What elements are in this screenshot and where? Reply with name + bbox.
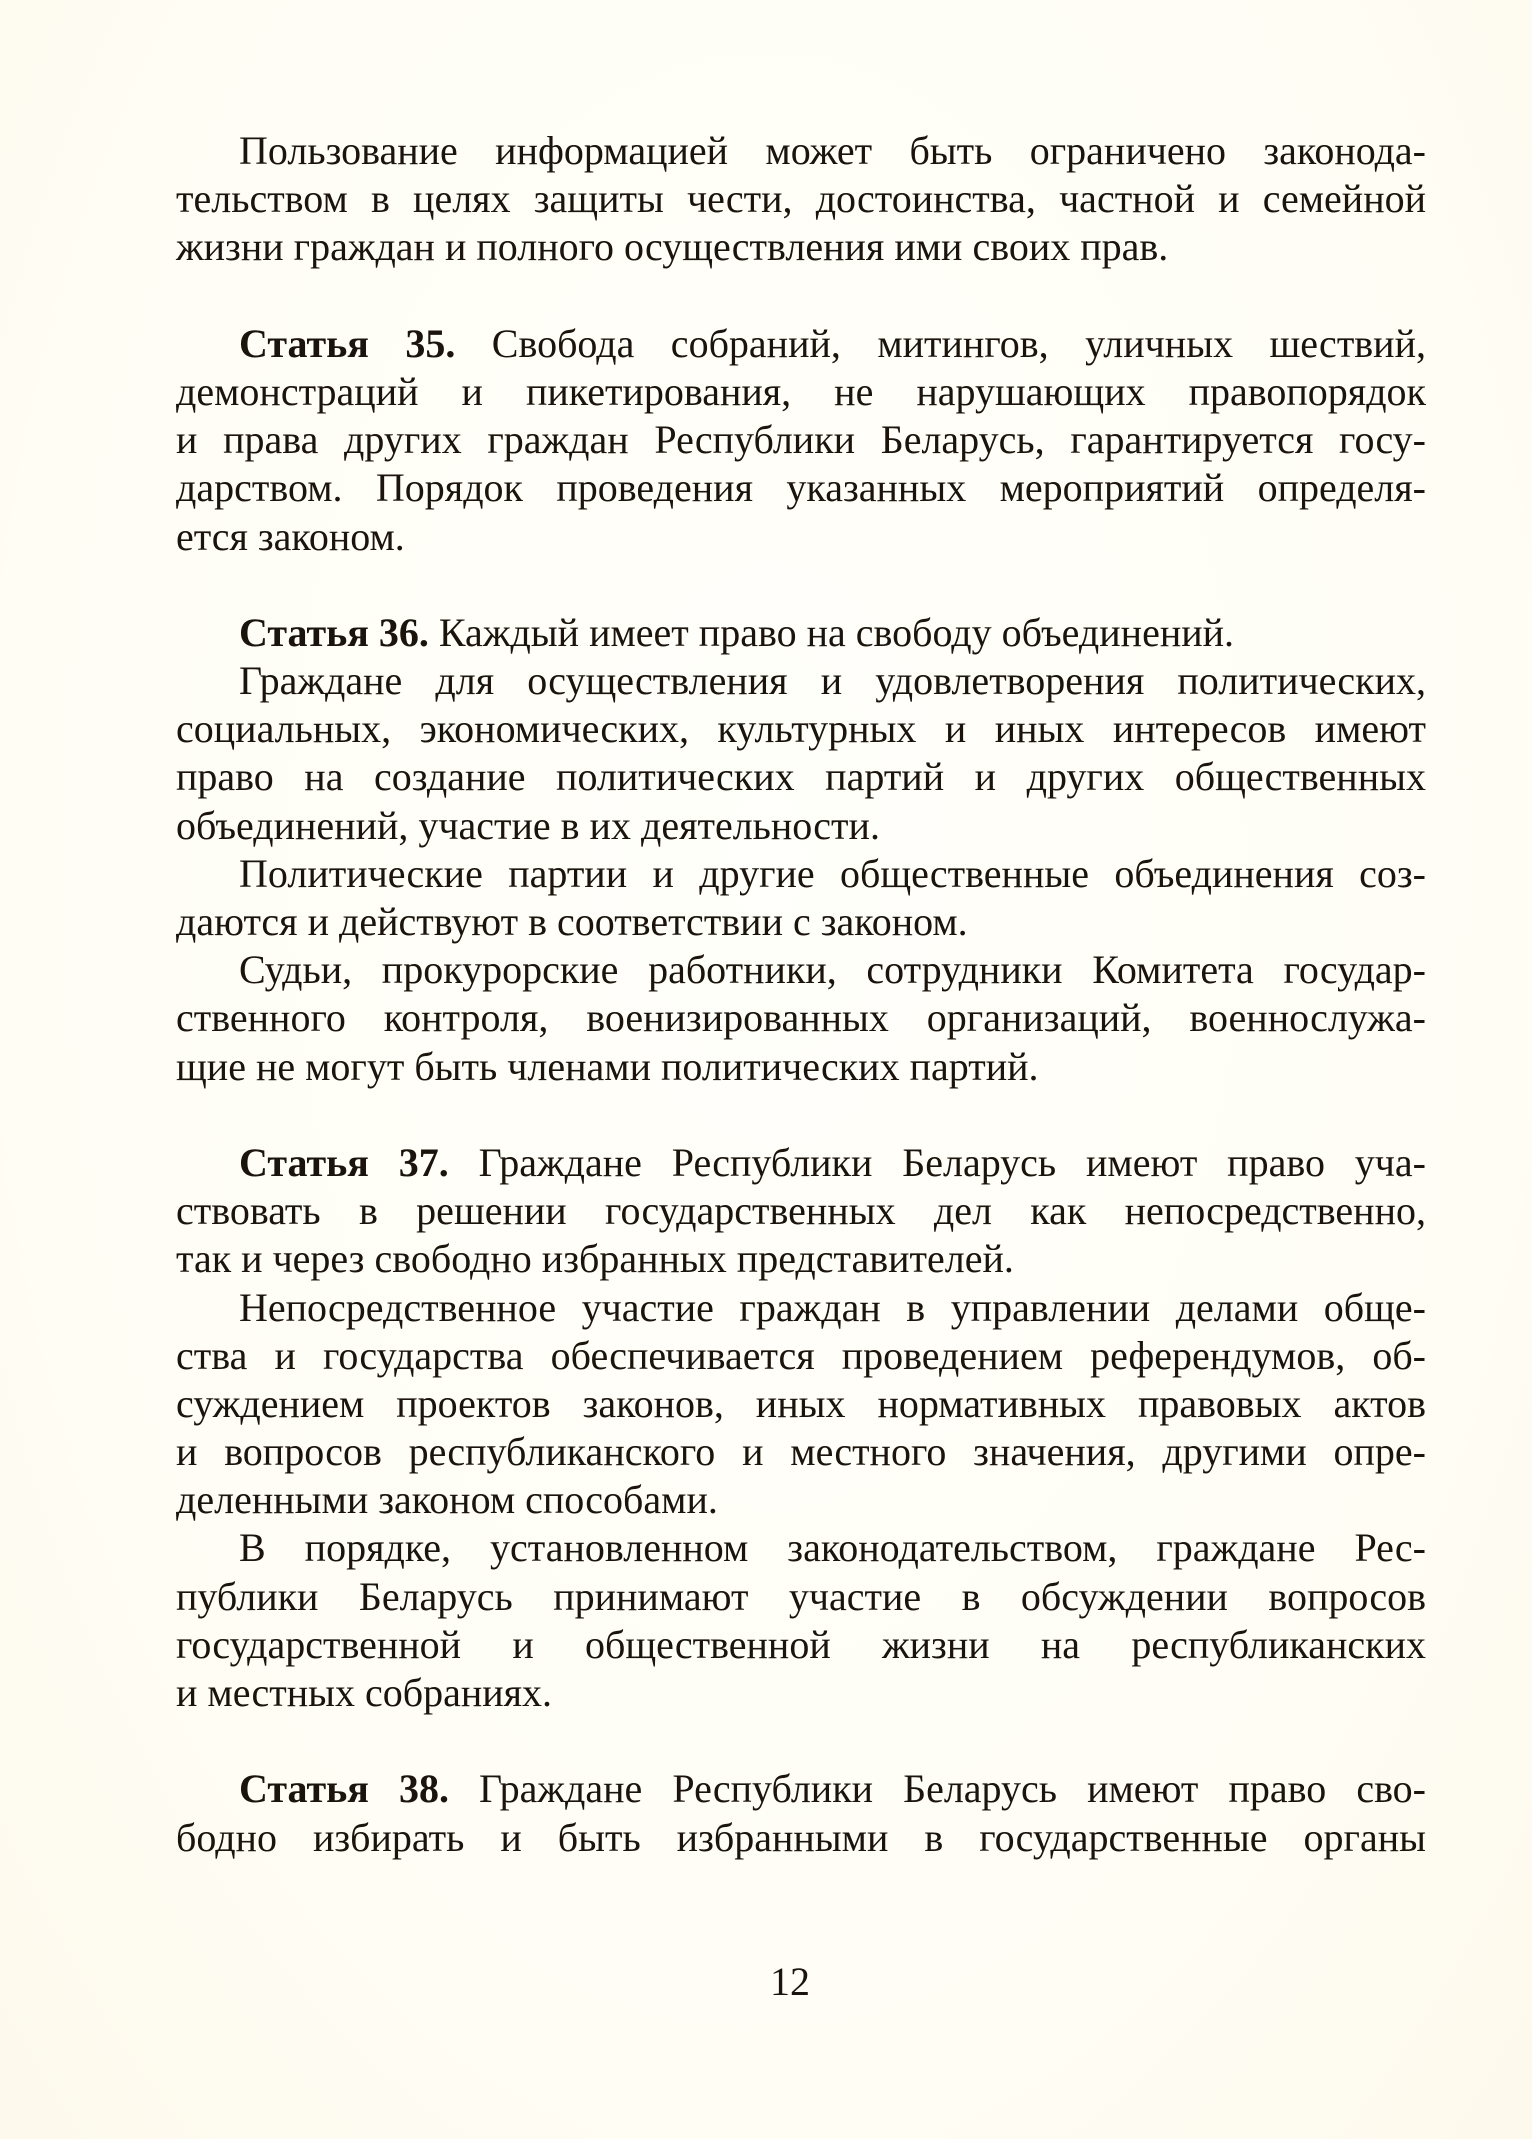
- text-line: [176, 1765, 1426, 1813]
- text-column: [176, 127, 1426, 1862]
- text-line: так и через свободно избранных представителей.: [176, 1236, 1014, 1282]
- text-span: Каждый имеет право на свободу объединений.: [428, 609, 1235, 655]
- text-line: бодно избирать и быть избранными в государственные органы: [176, 1814, 1426, 1860]
- text-line: тельством в целях защиты чести, достоинства, частной и семейной: [176, 176, 1426, 222]
- text-line: социальных, экономических, культурных и иных интересов имеют: [176, 706, 1426, 752]
- text-line: объединений, участие в их деятельности.: [176, 802, 880, 848]
- text-line: ствовать в решении государственных дел как непосредственно,: [176, 1188, 1426, 1234]
- text-line: деленными законом способами.: [176, 1477, 718, 1523]
- paragraph-information-use: [176, 127, 1426, 272]
- text-span: Свобода собраний, митингов, уличных шествий,: [455, 320, 1426, 366]
- article-37: [176, 1139, 1426, 1717]
- text-line: Непосредственное участие граждан в управлении делами обще-: [239, 1284, 1426, 1330]
- text-line: щие не могут быть членами политических партий.: [176, 1043, 1039, 1089]
- text-line: Граждане для осуществления и удовлетворения политических,: [239, 658, 1426, 704]
- text-line: [176, 1139, 1426, 1187]
- article-heading: Статья 38.: [239, 1766, 449, 1812]
- text-line: ется законом.: [176, 513, 405, 559]
- text-line: государственной и общественной жизни на республиканских: [176, 1621, 1426, 1667]
- text-line: [176, 320, 1426, 368]
- paragraph-gap: [176, 1091, 1426, 1139]
- article-35: [176, 320, 1426, 561]
- text-line: Пользование информацией может быть ограничено законода-: [239, 128, 1426, 173]
- article-heading: Статья 35.: [239, 320, 456, 366]
- text-line: В порядке, установленном законодательством, граждане Рес-: [239, 1525, 1426, 1571]
- text-line: Судьи, прокурорские работники, сотрудники Комитета государ-: [239, 947, 1426, 993]
- text-line: демонстраций и пикетирования, не нарушающих правопорядок: [176, 368, 1426, 414]
- text-line: жизни граждан и полного осуществления ими своих прав.: [176, 224, 1169, 270]
- text-line: [176, 609, 1426, 657]
- paragraph-gap: [176, 1717, 1426, 1765]
- text-line: и вопросов республиканского и местного значения, другими опре-: [176, 1429, 1426, 1475]
- page-number: 12: [770, 1959, 810, 2004]
- text-line: ственного контроля, военизированных организаций, военнослужа-: [176, 995, 1426, 1041]
- text-line: и права других граждан Республики Беларусь, гарантируется госу-: [176, 417, 1426, 463]
- text-line: даются и действуют в соответствии с законом.: [176, 899, 968, 944]
- text-line: право на создание политических партий и других общественных: [176, 754, 1426, 800]
- text-line: дарством. Порядок проведения указанных мероприятий определя-: [176, 465, 1426, 511]
- paragraph-gap: [176, 561, 1426, 609]
- article-heading: Статья 36.: [239, 609, 429, 655]
- text-line: Политические партии и другие общественные объединения соз-: [239, 850, 1426, 896]
- text-line: и местных собраниях.: [176, 1670, 553, 1715]
- article-heading: Статья 37.: [239, 1139, 449, 1185]
- text-span: Граждане Республики Беларусь имеют право сво-: [448, 1766, 1427, 1812]
- article-38: [176, 1765, 1426, 1861]
- paragraph-gap: [176, 272, 1426, 320]
- article-36: [176, 609, 1426, 1091]
- text-line: публики Беларусь принимают участие в обсуждении вопросов: [176, 1573, 1426, 1619]
- text-line: ства и государства обеспечивается проведением референдумов, об-: [176, 1332, 1426, 1378]
- text-span: Граждане Республики Беларусь имеют право уча-: [448, 1139, 1427, 1185]
- text-line: суждением проектов законов, иных нормативных правовых актов: [176, 1380, 1426, 1426]
